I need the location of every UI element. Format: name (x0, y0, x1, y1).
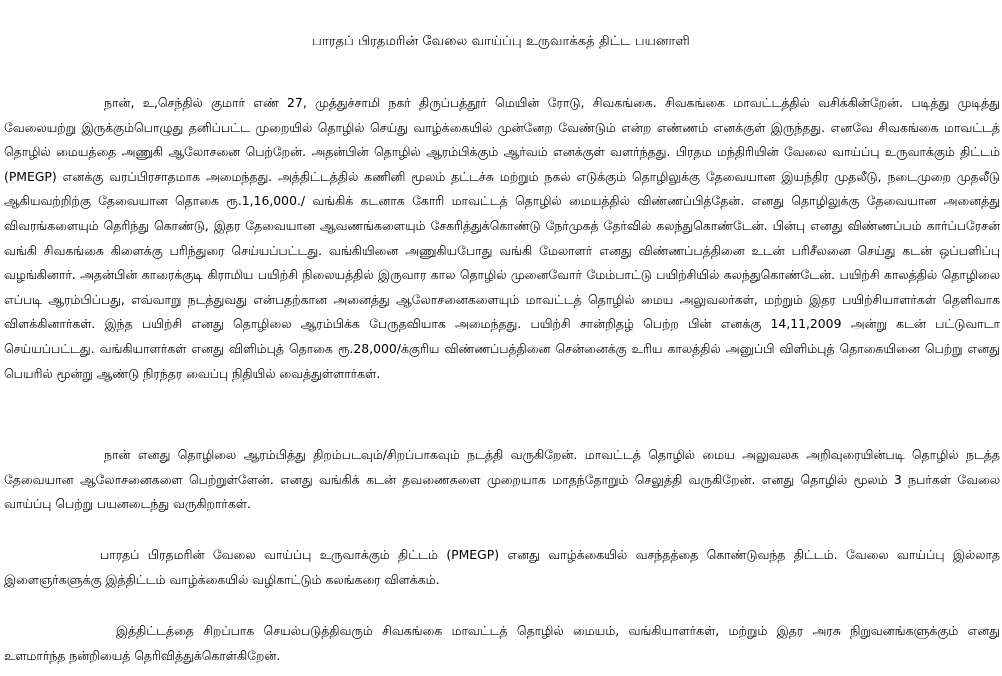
document-title: பாரதப் பிரதமரின் வேலை வாய்ப்பு உருவாக்கத் திட்ட பயனாளி (312, 34, 690, 49)
paragraph-beneficiary-story: நான், உ,செந்தில் குமார் எண் 27, முத்துச்சாமி நகர் திருப்பத்தூர் மெயின் ரோடு, சிவகங்கை. சிவகங்கை மாவட்டத்தில் வசிக்கின்றேன். படித்து முடித்து வேலையற்று இருக்கும்பொழுது தனிப்பட்ட முறையில் தொழில் செய்து வாழ்க்கையில் முன்னேற வேண்டும் என்ற எண்ணம் எனக்குள் இருந்தது. எனவே சிவகங்கை மாவட்டத் தொழில் மையத்தை அணுகி ஆலோசனை பெற்றேன். அதன்பின் தொழில் ஆரம்பிக்கும் ஆர்வம் எனக்குள் வளர்ந்தது. பிரதம மந்திரியின் வேலை வாய்ப்பு உருவாக்கும் திட்டம் (PMEGP) எனக்கு வரப்பிரசாதமாக அமைந்தது. அத்திட்டத்தில் கணினி மூலம் தட்டச்சு மற்றும் நகல் எடுக்கும் தொழிலுக்கு தேவையான இயந்திர முதலீடு, நடைமுறை முதலீடு ஆகியவற்றிற்கு தேவையான தொகை ரூ.1,16,000./ வங்கிக் கடனாக கோரி மாவட்டத் தொழில் மையத்தில் விண்ணப்பித்தேன். எனது தொழிலுக்கு தேவையான அனைத்து விவரங்களையும் தெரிந்து கொண்டு, இதர தேவையான ஆவணங்களையும் சேகரித்துக்கொண்டு நேர்முகத் தேர்வில் கலந்துகொண்டேன். பின்பு எனது விண்ணப்பம் கார்ப்பரேசன் வங்கி சிவகங்கை கிளைக்கு பரிந்துரை செய்யப்பட்டது. வங்கியினை அணுகியபோது வங்கி மேலாளர் எனது விண்ணப்பத்தினை உடன் பரிசீலனை செய்து கடன் ஒப்பளிப்பு வழங்கினார். அதன்பின் காரைக்குடி கிராமிய பயிற்சி நிலையத்தில் இருவார கால தொழில் முனைவோர் மேம்பாட்டு பயிற்சியில் கலந்துகொண்டேன். பயிற்சி காலத்தில் தொழிலை எப்படி ஆரம்பிப்பது, எவ்வாறு நடத்துவது என்பதற்கான அனைத்து ஆலோசனைகளையும் மாவட்டத் தொழில் மைய அலுவலர்கள், மற்றும் இதர பயிற்சியாளர்கள் தெளிவாக விளக்கினார்கள். இந்த பயிற்சி எனது தொழிலை ஆரம்பிக்க பேருதவியாக அமைந்தது. பயிற்சி சான்றிதழ் பெற்ற பின் எனக்கு 14,11,2009 அன்று கடன் பட்டுவாடா செய்யப்பட்டது. வங்கியாளர்கள் எனது விளிம்புத் தொகை ரூ.28,000/க்குரிய விண்ணப்பத்தினை சென்னைக்கு உரிய காலத்தில் அனுப்பி விளிம்புத் தொகையினை பெற்று எனது பெயரில் மூன்று ஆண்டு நிரந்தர வைப்பு நிதியில் வைத்துள்ளார்கள். (4, 95, 1000, 381)
paragraph-business-status: நான் எனது தொழிலை ஆரம்பித்து திறம்படவும்/சிறப்பாகவும் நடத்தி வருகிறேன். மாவட்டத் தொழில் மைய அலுவலக அறிவுரையின்படி தொழில் நடத்த தேவையான ஆலோசனைகளை பெற்றுள்ளேன். எனது வங்கிக் கடன் தவணைகளை முறையாக மாதந்தோறும் செலுத்தி வருகிறேன். எனது தொழில் மூலம் 3 நபர்கள் வேலை வாய்ப்பு பெற்று பயனடைந்து வருகிறார்கள். (4, 447, 1000, 512)
paragraph-scheme-praise: பாரதப் பிரதமரின் வேலை வாய்ப்பு உருவாக்கும் திட்டம் (PMEGP) எனது வாழ்க்கையில் வசந்தத்தை கொண்டுவந்த திட்டம். வேலை வாய்ப்பு இல்லாத இளைஞர்களுக்கு இத்திட்டம் வாழ்க்கையில் வழிகாட்டும் கலங்கரை விளக்கம். (4, 547, 1000, 587)
paragraph-thanks: இத்திட்டத்தை சிறப்பாக செயல்படுத்திவரும் சிவகங்கை மாவட்டத் தொழில் மையம், வங்கியாளர்கள், மற்றும் இதர அரசு நிறுவனங்களுக்கும் எனது உளமார்ந்த நன்றியைத் தெரிவித்துக்கொள்கிறேன். (4, 623, 1000, 663)
